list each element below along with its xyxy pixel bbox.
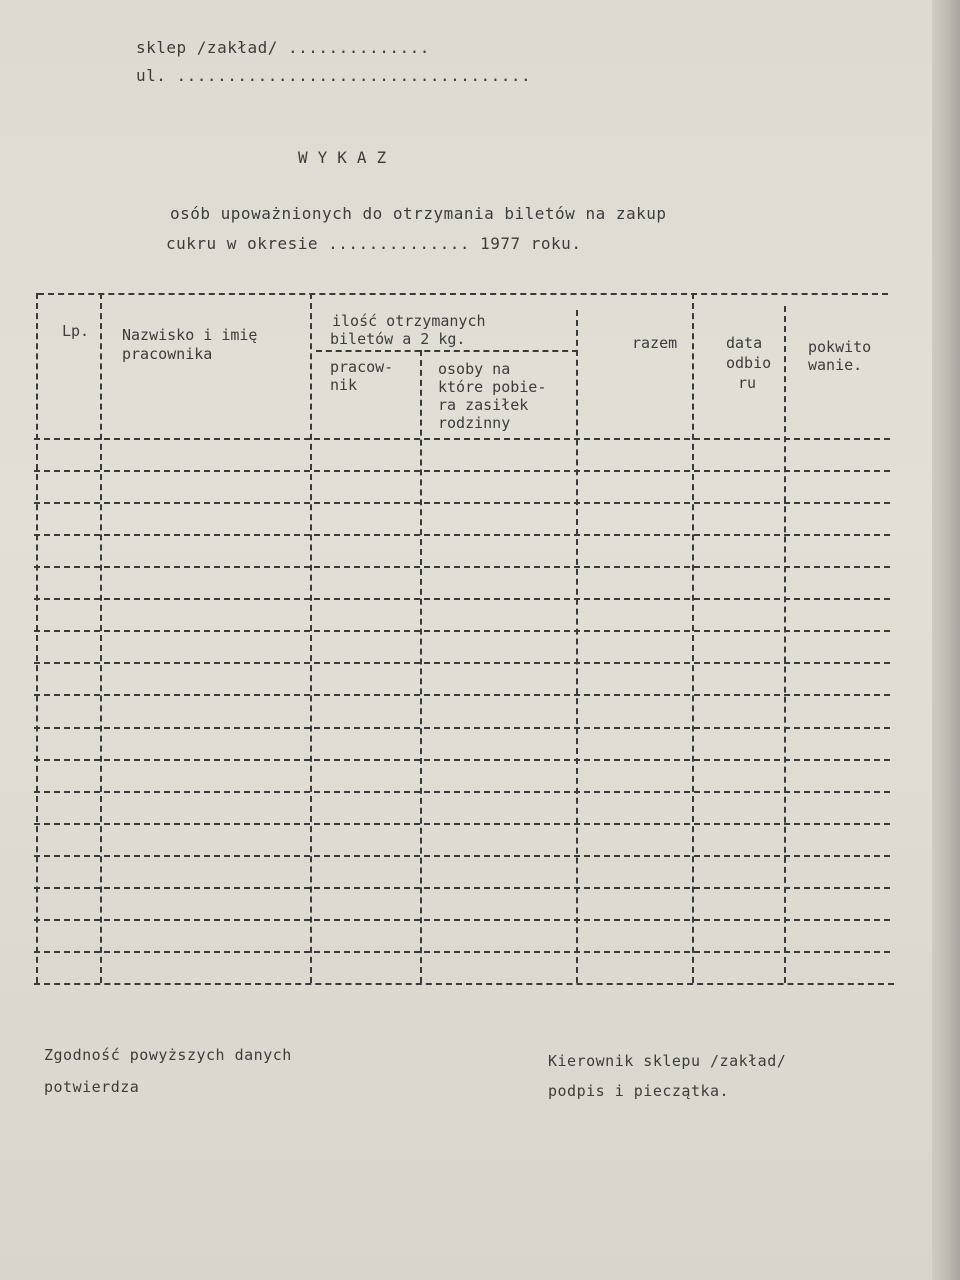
header-family-3: ra zasiłek bbox=[438, 396, 529, 414]
header-worker-1: pracow- bbox=[330, 358, 394, 376]
manager-line-1: Kierownik sklepu /zakład/ bbox=[548, 1052, 787, 1070]
header-date-2: odbio bbox=[726, 354, 772, 372]
manager-line-2: podpis i pieczątka. bbox=[548, 1082, 730, 1100]
header-total: razem bbox=[632, 334, 678, 352]
header-worker-2: nik bbox=[330, 376, 358, 394]
header-tickets-1: ilość otrzymanych bbox=[332, 312, 486, 330]
header-tickets-2: biletów a 2 kg. bbox=[330, 330, 466, 348]
paper-edge-shadow bbox=[932, 0, 960, 1280]
street-line: ul. ................................... bbox=[136, 66, 532, 85]
header-lp: Lp. bbox=[62, 322, 90, 340]
header-date-1: data bbox=[726, 334, 763, 352]
header-receipt-1: pokwito bbox=[808, 338, 872, 356]
header-name-2: pracownika bbox=[122, 345, 213, 363]
shop-line: sklep /zakład/ .............. bbox=[136, 38, 430, 57]
document-title: WYKAZ bbox=[298, 148, 397, 167]
header-family-1: osoby na bbox=[438, 360, 511, 378]
confirmation-line-1: Zgodność powyższych danych bbox=[44, 1046, 292, 1064]
subtitle-line-2: cukru w okresie .............. 1977 roku. bbox=[166, 234, 582, 253]
header-family-4: rodzinny bbox=[438, 414, 511, 432]
header-family-2: które pobie- bbox=[438, 378, 547, 396]
confirmation-line-2: potwierdza bbox=[44, 1078, 140, 1096]
header-receipt-2: wanie. bbox=[808, 356, 863, 374]
header-date-3: ru bbox=[738, 374, 757, 392]
header-name-1: Nazwisko i imię bbox=[122, 326, 258, 344]
subtitle-line-1: osób upoważnionych do otrzymania biletów na zakup bbox=[170, 204, 667, 223]
